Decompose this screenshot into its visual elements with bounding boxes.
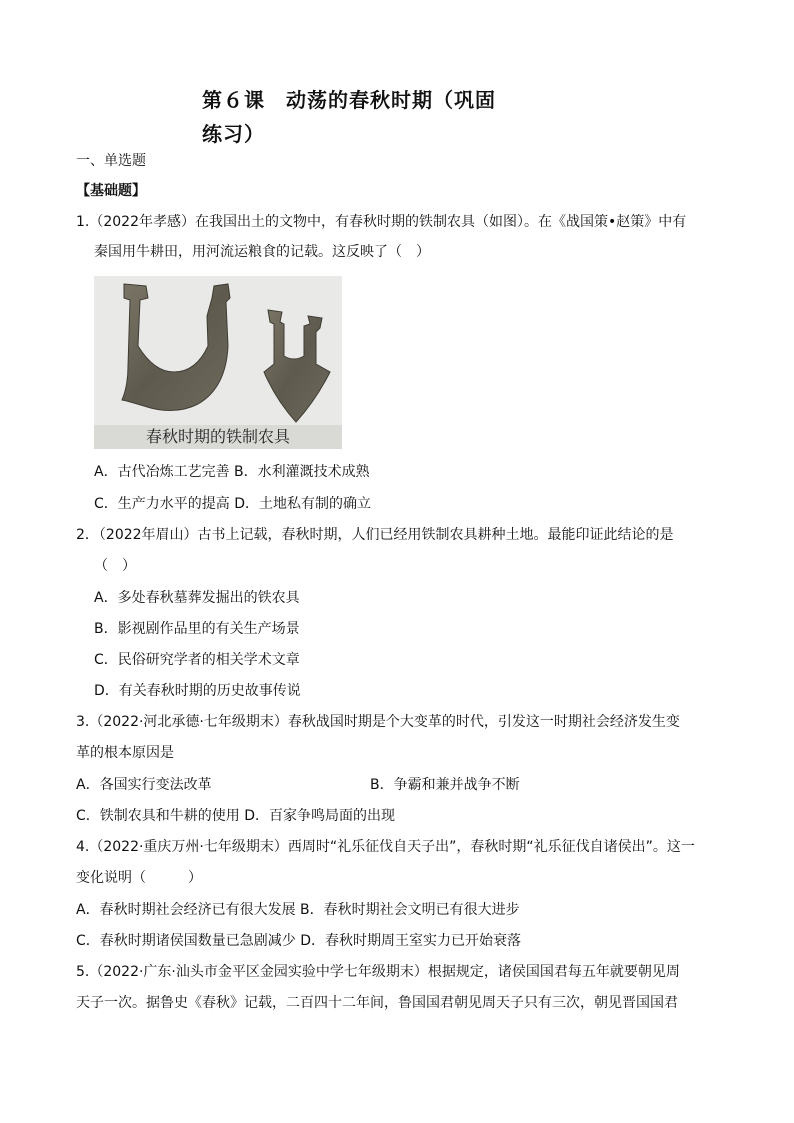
q2-option-d: D．有关春秋时期的历史故事传说 [94, 683, 301, 699]
page-title-line1: 第６课 动荡的春秋时期（巩固 [202, 88, 496, 112]
q4-option-line1: A．春秋时期社会经济已有很大发展 B．春秋时期社会文明已有很大进步 [76, 902, 520, 918]
q1-stem-line2: 秦国用牛耕田，用河流运粮食的记载。这反映了（ ） [94, 244, 430, 260]
page-title-line2: 练习） [202, 122, 265, 146]
q2-option-a: A．多处春秋墓葬发掘出的铁农具 [94, 590, 300, 606]
q1-option-line1: A．古代冶炼工艺完善 B．水利灌溉技术成熟 [94, 464, 370, 480]
q2-stem-line2: （ ） [94, 558, 136, 574]
section-subheading: 【基础题】 [76, 183, 146, 199]
q5-stem-line2: 天子一次。据鲁史《春秋》记载，二百四十二年间，鲁国国君朝见周天子只有三次，朝见晋国国君 [76, 995, 678, 1011]
iron-tools-image [94, 276, 342, 425]
section-heading: 一、单选题 [76, 153, 146, 169]
q3-stem-line2: 革的根本原因是 [76, 745, 174, 761]
q5-stem-line1: 5.（2022·广东·汕头市金平区金园实验中学七年级期末）根据规定，诸侯国国君每五年就要朝见周 [76, 964, 680, 980]
q3-stem-line1: 3.（2022·河北承德·七年级期末）春秋战国时期是个大变革的时代，引发这一时期社会经济发生变 [76, 714, 680, 730]
q2-stem-line1: 2．（2022年眉山）古书上记载，春秋时期，人们已经用铁制农具耕种土地。最能印证此结论的是 [76, 527, 674, 543]
q1-option-line2: C．生产力水平的提高 D．土地私有制的确立 [94, 496, 372, 512]
q4-option-line2: C．春秋时期诸侯国数量已急剧减少 D．春秋时期周王室实力已开始衰落 [76, 933, 522, 949]
q3-option-b: B．争霸和兼并战争不断 [370, 777, 520, 793]
q3-option-a: A．各国实行变法改革 [76, 777, 212, 793]
q4-stem-line2: 变化说明（ ） [76, 870, 202, 886]
q2-option-c: C．民俗研究学者的相关学术文章 [94, 652, 300, 668]
q1-figure-iron-tools [94, 276, 342, 449]
q1-stem-line1: 1.（2022年孝感）在我国出土的文物中，有春秋时期的铁制农具（如图）。在《战国策•赵策》中有 [76, 214, 687, 230]
q1-figure-caption: 春秋时期的铁制农具 [94, 425, 342, 449]
q4-stem-line1: 4.（2022·重庆万州·七年级期末）西周时“礼乐征伐自天子出”，春秋时期“礼乐征伐自诸侯出”。这一 [76, 839, 695, 855]
q2-option-b: B．影视剧作品里的有关生产场景 [94, 621, 300, 637]
q3-option-cd: C．铁制农具和牛耕的使用 D．百家争鸣局面的出现 [76, 808, 396, 824]
